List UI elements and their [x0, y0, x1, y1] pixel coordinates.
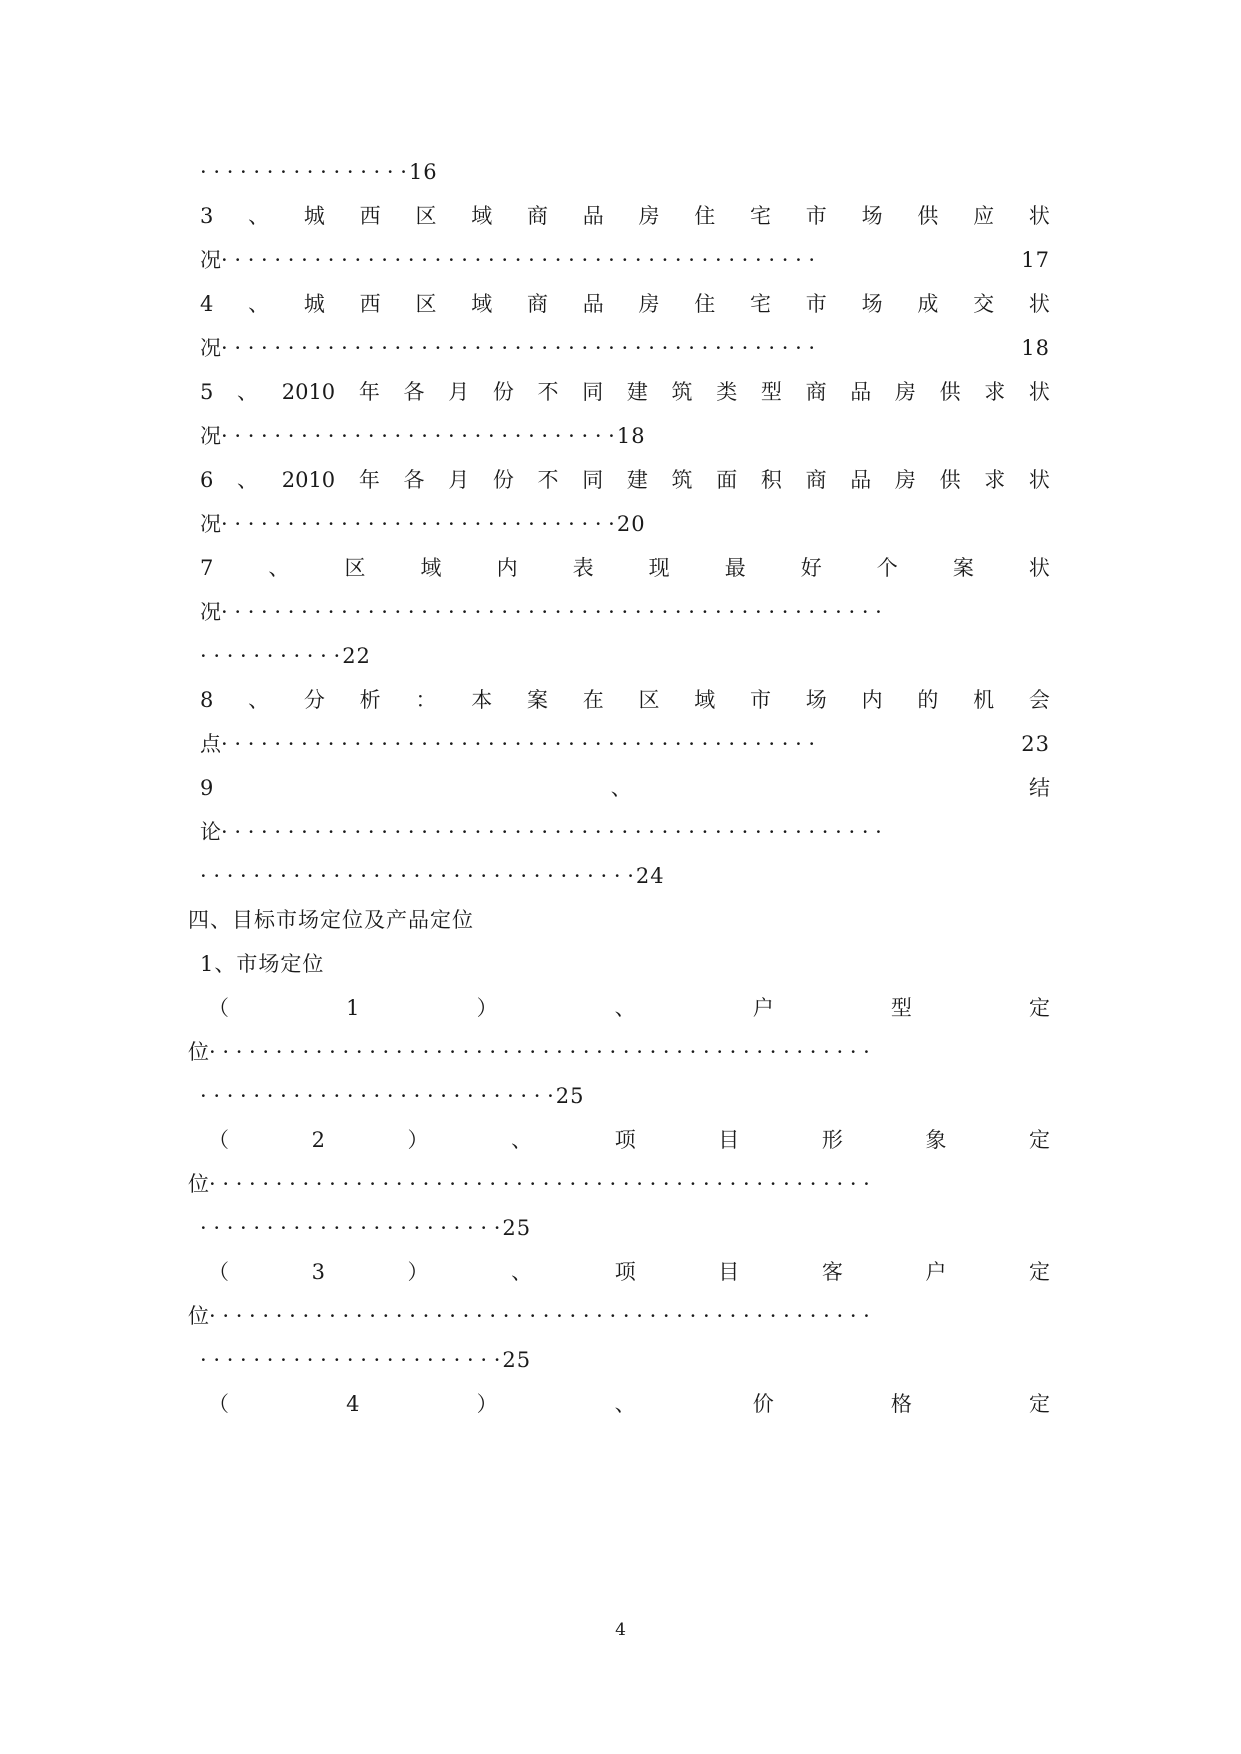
toc-page-number: 16 — [408, 160, 438, 184]
toc-page-number: 24 — [635, 864, 665, 888]
toc-label: 论 — [200, 820, 221, 844]
toc-label: 位 — [188, 1172, 209, 1196]
toc-entry-title: （ 2 ） 、 项 目 形 象 定 — [208, 1128, 1050, 1152]
dot-leader: · · · · · · · · · · · · · · · · · · · · · · · · · · · — [200, 1084, 554, 1108]
dot-leader: · · · · · · · · · · · · · · · · · · · · · · · · · · · · · · — [221, 424, 615, 448]
dot-leader: · · · · · · · · · · · — [200, 644, 341, 668]
dot-leader: · · · · · · · · · · · · · · · · · · · · · · · · · · · · · · · · · · · · · · · · · · · · · · · · · · — [209, 1040, 870, 1064]
toc-entry-leader — [200, 812, 1050, 852]
toc-label: 况 — [200, 336, 221, 360]
toc-label: 位 — [188, 1040, 209, 1064]
toc-page-number: 17 — [1021, 248, 1050, 272]
toc-entry-continuation — [200, 856, 850, 896]
dot-leader: · · · · · · · · · · · · · · · · · · · · · · · · · · · · · · — [221, 512, 615, 536]
dot-leader: · · · · · · · · · · · · · · · · · · · · · · · · · · · · · · · · · · · · · · · · · · · · · — [221, 732, 816, 756]
toc-label: 况 — [200, 248, 221, 272]
toc-page-number: 25 — [502, 1216, 532, 1240]
toc-entry-title: 4 、 城 西 区 域 商 品 房 住 宅 市 场 成 交 状 — [200, 292, 1050, 316]
toc-entry-leader — [188, 1032, 1050, 1072]
toc-page-number: 25 — [502, 1348, 532, 1372]
dot-leader: · · · · · · · · · · · · · · · · · · · · · · · · · · · · · · · · · · · · · · · · · · · · · — [221, 336, 816, 360]
toc-entry-title: （ 1 ） 、 户 型 定 — [208, 996, 1050, 1020]
toc-entry-leader — [188, 1164, 1050, 1204]
toc-entry-continuation — [200, 636, 400, 676]
dot-leader: · · · · · · · · · · · · · · · · · · · · · · · · · · · · · · · · · · · · · · · · · · · · · · · · · · — [209, 1304, 870, 1328]
toc-entry-title: 7 、 区 域 内 表 现 最 好 个 案 状 — [200, 556, 1050, 580]
dot-leader: · · · · · · · · · · · · · · · · · · · · · · · · · · · · · · · · · · · · · · · · · · · · · · · · · · — [221, 600, 882, 624]
toc-entry-leader — [188, 1296, 1050, 1336]
page-number: 4 — [615, 1620, 626, 1640]
dot-leader: · · · · · · · · · · · · · · · · — [200, 160, 407, 184]
toc-entry-title: 3 、 城 西 区 域 商 品 房 住 宅 市 场 供 应 状 — [200, 204, 1050, 228]
toc-page-number: 18 — [616, 424, 646, 448]
toc-page-number: 25 — [555, 1084, 585, 1108]
toc-page-number: 18 — [1021, 336, 1050, 360]
toc-entry-continuation — [200, 1076, 640, 1116]
toc-label: 况 — [200, 512, 221, 536]
toc-entry-title: 5 、 2010 年 各 月 份 不 同 建 筑 类 型 商 品 房 供 求 状 — [200, 380, 1050, 404]
toc-page-number: 20 — [616, 512, 646, 536]
toc-entry-leader — [200, 724, 1050, 764]
toc-label: 位 — [188, 1304, 209, 1328]
dot-leader: · · · · · · · · · · · · · · · · · · · · · · · · · · · · · · · · · · · · · · · · · · · · · · · · · · — [209, 1172, 870, 1196]
toc-entry-leader — [200, 416, 820, 456]
toc-entry-title: （ 4 ） 、 价 格 定 — [208, 1392, 1050, 1416]
subsection-heading: 1、市场定位 — [200, 952, 325, 976]
toc-label: 况 — [200, 424, 221, 448]
toc-page-number: 22 — [342, 644, 371, 668]
section-heading: 四、目标市场定位及产品定位 — [188, 908, 474, 932]
toc-entry-title: 6 、 2010 年 各 月 份 不 同 建 筑 面 积 商 品 房 供 求 状 — [200, 468, 1050, 492]
toc-page-number: 23 — [1021, 732, 1050, 756]
dot-leader: · · · · · · · · · · · · · · · · · · · · · · · · · · · · · · · · · — [200, 864, 634, 888]
toc-entry-leader — [200, 328, 1050, 368]
toc-entry-title: 8 、 分 析 ： 本 案 在 区 域 市 场 内 的 机 会 — [200, 688, 1050, 712]
toc-entry-continuation — [200, 1208, 540, 1248]
toc-entry-leader — [200, 592, 1050, 632]
toc-label: 况 — [200, 600, 221, 624]
toc-entry-leader — [200, 504, 820, 544]
toc-entry-title: （ 3 ） 、 项 目 客 户 定 — [208, 1260, 1050, 1284]
toc-entry-title: 9 、 结 — [200, 776, 1050, 800]
dot-leader: · · · · · · · · · · · · · · · · · · · · · · · — [200, 1216, 501, 1240]
dot-leader: · · · · · · · · · · · · · · · · · · · · · · · · · · · · · · · · · · · · · · · · · · · · · — [221, 248, 816, 272]
toc-entry-leader — [200, 240, 1050, 280]
dot-leader: · · · · · · · · · · · · · · · · · · · · · · · · · · · · · · · · · · · · · · · · · · · · · · · · · · — [221, 820, 882, 844]
toc-entry-continuation — [200, 1340, 540, 1380]
toc-label: 点 — [200, 732, 221, 756]
dot-leader: · · · · · · · · · · · · · · · · · · · · · · · — [200, 1348, 501, 1372]
toc-entry-continuation — [200, 152, 520, 192]
